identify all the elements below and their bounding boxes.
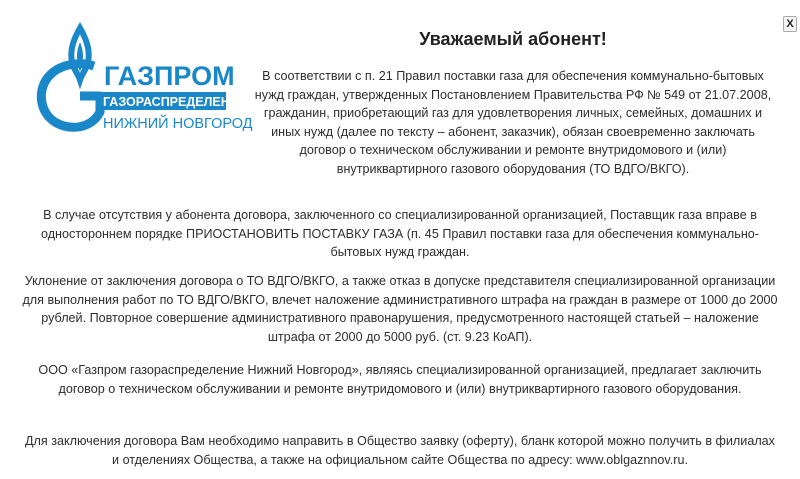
gazprom-flame-logo-icon <box>36 28 253 138</box>
notice-paragraph-5: Для заключения договора Вам необходимо направить в Общество заявку (оферту), бланк которой можно получить в филиалах и отделениях Общества, а также на официальном сайте Общества по адресу: www.oblgaznnov.ru. <box>25 434 775 467</box>
svg-text:ГАЗПРОМ: ГАЗПРОМ <box>104 61 235 91</box>
notice-paragraph-2: В случае отсутствия у абонента договора, заключенного со специализированной организацией, Поставщик газа вправе в одностороннем порядке ПРИОСТАНОВИТЬ ПОСТАВКУ ГАЗА (п. 45 Правил поставки газа для обеспечения коммунально-бытовых нужд граждан. <box>40 208 759 259</box>
gazprom-logo <box>36 28 253 138</box>
dialog-title: Уважаемый абонент! <box>419 29 607 49</box>
notice-paragraph-1: В соответствии с п. 21 Правил поставки газа для обеспечения коммунально-бытовых нужд граждан, утвержденных Постановлением Правительства РФ № 549 от 21.07.2008, гражданин, приобретающий газ для удовлетворения личных, семейных, домашних и иных нужд (далее по тексту – абонент, заказчик), обязан своевременно заключать договор о техническом обслуживании и ремонте внутридомового и (или) внутриквартирного газового оборудования (ТО ВДГО/ВКГО). <box>254 69 772 176</box>
notice-paragraph-4: ООО «Газпром газораспределение Нижний Новгород», являясь специализированной организацией, предлагает заключить договор о техническом обслуживании и ремонте внутридомового и (или) внутриквартирного газового оборудования. <box>38 363 762 396</box>
svg-text:НИЖНИЙ НОВГОРОД: НИЖНИЙ НОВГОРОД <box>103 116 253 132</box>
svg-text:ГАЗОРАСПРЕДЕЛЕНИЕ: ГАЗОРАСПРЕДЕЛЕНИЕ <box>103 95 248 109</box>
notice-paragraph-3: Уклонение от заключения договора о ТО ВДГО/ВКГО, а также отказ в допуске представителя специализированной организации для выполнения работ по ТО ВДГО/ВКГО, влечет наложение административного штрафа на граждан в размере от 1000 до 2000 рублей. Повторное совершение административного правонарушения, предусмотренного настоящей статьей – наложение штрафа от 2000 до 5000 руб. (ст. 9.23 КоАП). <box>22 274 778 344</box>
close-button[interactable]: X <box>783 16 797 32</box>
